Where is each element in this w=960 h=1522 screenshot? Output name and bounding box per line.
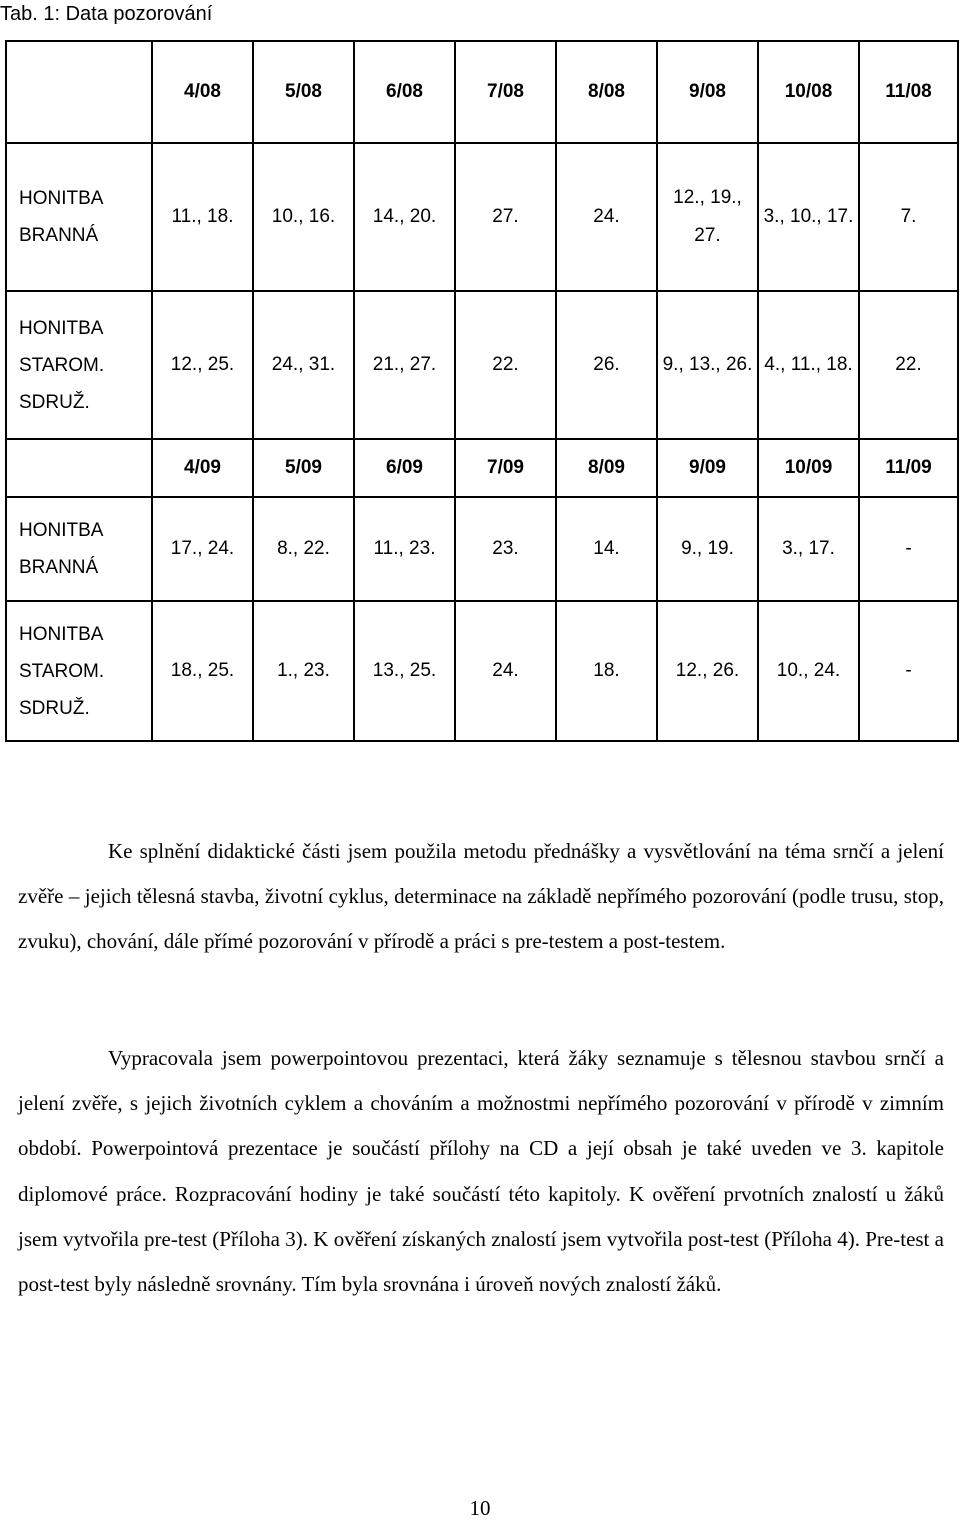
- date-cell: -: [859, 601, 958, 741]
- date-cell: 12., 26.: [657, 601, 758, 741]
- month-header: 11/08: [859, 41, 958, 143]
- date-cell: 10., 16.: [253, 143, 354, 291]
- header-row-2008: [6, 41, 958, 143]
- page-number: 10: [469, 1496, 491, 1520]
- date-cell: 3., 10., 17.: [758, 143, 859, 291]
- date-cell: 8., 22.: [253, 497, 354, 601]
- table-caption: Tab. 1: Data pozorování: [0, 3, 213, 25]
- date-cell: 10., 24.: [758, 601, 859, 741]
- date-cell: 12., 25.: [152, 291, 253, 439]
- date-cell: 9., 13., 26.: [657, 291, 758, 439]
- empty-corner-cell: [6, 439, 152, 497]
- date-cell: 14., 20.: [354, 143, 455, 291]
- row-branna-2008: [6, 143, 958, 291]
- date-cell: 11., 18.: [152, 143, 253, 291]
- date-cell: 4., 11., 18.: [758, 291, 859, 439]
- row-label-branna: HONITBA BRANNÁ: [6, 497, 152, 601]
- row-label-starom: HONITBA STAROM. SDRUŽ.: [6, 601, 152, 741]
- date-cell: 17., 24.: [152, 497, 253, 601]
- date-cell: 9., 19.: [657, 497, 758, 601]
- date-cell: 12., 19., 27.: [657, 143, 758, 291]
- month-header: 4/08: [152, 41, 253, 143]
- date-cell: 11., 23.: [354, 497, 455, 601]
- date-cell: 24., 31.: [253, 291, 354, 439]
- date-cell: 1., 23.: [253, 601, 354, 741]
- observation-table: [5, 40, 959, 742]
- month-header: 7/09: [455, 439, 556, 497]
- month-header: 4/09: [152, 439, 253, 497]
- date-cell: 24.: [556, 143, 657, 291]
- row-starom-2009: [6, 601, 958, 741]
- row-branna-2009: [6, 497, 958, 601]
- month-header: 9/09: [657, 439, 758, 497]
- date-cell: 27.: [455, 143, 556, 291]
- date-cell: 18.: [556, 601, 657, 741]
- date-cell: 26.: [556, 291, 657, 439]
- month-header: 10/09: [758, 439, 859, 497]
- paragraph-presentation: Vypracovala jsem powerpointovou prezentaci, která žáky seznamuje s tělesnou stavbou srnčí a jelení zvěře, s jejich životních cyklem a chováním a možnostmi nepřímého pozorování v přírodě v zimním období. Powerpointová prezentace je součástí přílohy na CD a její obsah je také uveden ve 3. kapitole diplomové práce. Rozpracování hodiny je také součástí této kapitoly. K ověření prvotních znalostí u žáků jsem vytvořila pre-test (Příloha 3). K ověření získaných znalostí jsem vytvořila post-test (Příloha 4). Pre-test a post-test byly následně srovnány. Tím byla srovnána i úroveň nových znalostí žáků.: [18, 1046, 944, 1297]
- date-cell: 23.: [455, 497, 556, 601]
- month-header: 10/08: [758, 41, 859, 143]
- month-header: 5/08: [253, 41, 354, 143]
- row-label-starom: HONITBA STAROM. SDRUŽ.: [6, 291, 152, 439]
- month-header: 6/08: [354, 41, 455, 143]
- paragraph-didactic: Ke splnění didaktické části jsem použila metodu přednášky a vysvětlování na téma srnčí a jelení zvěře – jejich tělesná stavba, životní cyklus, determinace na základě nepřímého pozorování (podle trusu, stop, zvuku), chování, dále přímé pozorování v přírodě a práci s pre-testem a post-testem.: [18, 839, 944, 954]
- date-cell: 3., 17.: [758, 497, 859, 601]
- date-cell: 13., 25.: [354, 601, 455, 741]
- date-cell: 22.: [455, 291, 556, 439]
- empty-corner-cell: [6, 41, 152, 143]
- date-cell: 21., 27.: [354, 291, 455, 439]
- date-cell: 22.: [859, 291, 958, 439]
- month-header: 8/09: [556, 439, 657, 497]
- month-header: 11/09: [859, 439, 958, 497]
- month-header: 5/09: [253, 439, 354, 497]
- month-header: 7/08: [455, 41, 556, 143]
- month-header: 6/09: [354, 439, 455, 497]
- date-cell: 14.: [556, 497, 657, 601]
- date-cell: 18., 25.: [152, 601, 253, 741]
- month-header: 9/08: [657, 41, 758, 143]
- month-header: 8/08: [556, 41, 657, 143]
- row-starom-2008: [6, 291, 958, 439]
- date-cell: -: [859, 497, 958, 601]
- row-label-branna: HONITBA BRANNÁ: [6, 143, 152, 291]
- header-row-2009: [6, 439, 958, 497]
- date-cell: 24.: [455, 601, 556, 741]
- date-cell: 7.: [859, 143, 958, 291]
